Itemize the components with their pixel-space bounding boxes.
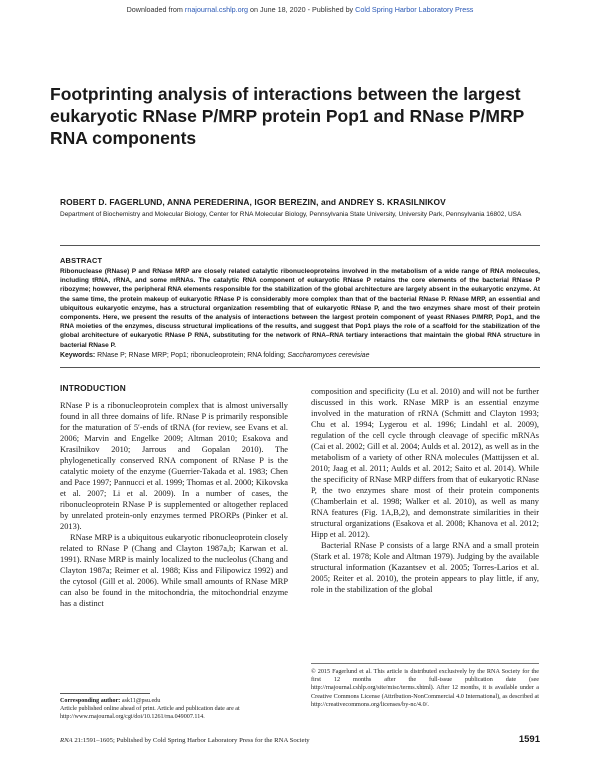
keywords-label: Keywords: (60, 352, 96, 359)
intro-paragraph-3: composition and specificity (Lu et al. 2010) and will not be further discussed in this work. RNase MRP is an essential enzyme involved in the maturation of rRNA (Schmitt and Clayton 1993; Chu et al. 1994; Lygerou et al. 1996; Lindahl et al. 2009), regulation of the cell cycle through cleavage of specific mRNAs (Cai et al. 2002; Gill et al. 2004; Aulds et al. 2012), as well as in the metabolism of a variety of other RNA molecules (Mattijssen et al. 2010; Jaag et al. 2011; Aulds et al. 2012; Saito et al. 2014). While the specificity of RNase MRP differs from that of eukaryotic RNase P, the two enzymes share most of their protein components (Chamberlain et al. 1998; Walker et al. 2010), as well as many RNA features (Fig. 1A,B,2), and demonstrate similarities in their structural organizations (Esakova et al. 2008; Khanova et al. 2012; Hipp et al. 2012). (311, 387, 539, 539)
abstract-heading: ABSTRACT (60, 256, 103, 265)
article-title: Footprinting analysis of interactions between the largest eukaryotic RNase P/MRP protein Pop1 and RNase P/MRP RNA components (50, 84, 524, 148)
license-notice: © 2015 Fagerlund et al. This article is distributed exclusively by the RNA Society for the first 12 months after the full-issue publication date (see http://rnajournal.cshlp.org/site/misc/terms.xhtml). After 12 months, it is available under a Creative Commons License (Attribution-NonCommercial 4.0 International), as described at http://creativecommons.org/licenses/by-nc/4.0/. (311, 668, 539, 708)
introduction-heading: INTRODUCTION (60, 383, 127, 393)
corresponding-label: Corresponding author: (60, 698, 121, 704)
affiliation: Department of Biochemistry and Molecular Biology, Center for RNA Molecular Biology, Pennsylvania State University, University Park, Pennsylvania 16802, USA (60, 211, 522, 218)
citation-line (60, 737, 540, 744)
keywords-line (60, 352, 540, 359)
journal-name: RNA (60, 737, 73, 744)
abstract-body: Ribonuclease (RNase) P and RNase MRP are closely related catalytic ribonucleoproteins involved in the metabolism of a wide range of RNA molecules, including tRNA, rRNA, and some mRNAs. The catalytic RNA component of eukaryotic RNase P retains the core elements of the bacterial RNase P ribozyme; however, the peripheral RNA elements responsible for the stabilization of the global architecture are largely absent in the eukaryotic enzyme. At the same time, the protein makeup of eukaryotic RNase P is considerably more complex than that of the bacterial RNase P. RNase MRP, an essential and ubiquitous eukaryotic enzyme, has a structural organization resembling that of eukaryotic RNase P, and the two enzymes share most of their protein components. Here, we present the results of the analysis of interactions between the largest protein component of yeast RNases P/MRP, Pop1, and the RNA moieties of the enzymes, discuss structural implications of the results, and suggest that Pop1 plays the role of a scaffold for the stabilization of the global architecture of eukaryotic RNase P RNA, substituting for the network of RNA–RNA tertiary interactions that maintain the global RNA structure in bacterial RNase P. (60, 268, 540, 349)
corresponding-footnote (60, 697, 290, 721)
intro-paragraph-2: RNase MRP is a ubiquitous eukaryotic ribonucleoprotein closely related to RNase P (Chang and Clayton 1987a,b; Karwan et al. 1991). RNase MRP is mainly localized to the nucleolus (Chang and Clayton 1987a; Reimer et al. 1988; Kiss and Filipowicz 1992) and the cytosol (Gill et al. 2006). While small amounts of RNase MRP can also be found in the mitochondria, the mitochondrial enzyme has a distinct (60, 533, 288, 608)
author-list: ROBERT D. FAGERLUND, ANNA PEREDERINA, IGOR BEREZIN, and ANDREY S. KRASILNIKOV (60, 197, 446, 207)
keywords-terms: RNase P; RNase MRP; Pop1; ribonucleoprotein; RNA folding; (95, 352, 288, 359)
right-column (311, 386, 539, 595)
corresponding-email[interactable]: ask11@psu.edu (120, 698, 161, 704)
abstract-top-rule (60, 245, 540, 246)
journal-site-link[interactable]: rnajournal.cshlp.org (184, 5, 249, 14)
intro-paragraph-1: RNase P is a ribonucleoprotein complex that is almost universally found in all three domains of life. RNase P is primarily responsible for the maturation of 5′-ends of tRNA (for review, see Evans et al. 2006; Marvin and Engelke 2009; Altman 2010; Esakova and Krasilnikov 2010; Jarrous and Gopalan 2010). The phylogenetically conserved RNA component of RNase P is the catalytic moiety of the enzyme (Guerrier-Takada et al. 1983; Chen and Pace 1997; Pannucci et al. 1999; Thomas et al. 2000; Kikovska et al. 2007; Li et al. 2009). In a number of cases, the ribonucleoprotein RNase P is supplemented or altogether replaced by unrelated protein-only enzymes termed PRORPs (Pinker et al. 2013). (60, 401, 288, 531)
download-prefix: Downloaded from (126, 5, 185, 14)
publisher-link[interactable]: Cold Spring Harbor Laboratory Press (355, 5, 474, 14)
download-middle: on June 18, 2020 - Published by (248, 5, 356, 14)
license-rule (311, 663, 539, 664)
page-number: 1591 (518, 734, 540, 745)
publication-note: Article published online ahead of print. Article and publication date are at http://www.rnajournal.org/cgi/doi/10.1261/rna.049007.114. (60, 706, 240, 720)
abstract-bottom-rule (60, 367, 540, 368)
keywords-species: Saccharomyces cerevisiae (287, 352, 370, 359)
left-column (60, 383, 288, 609)
citation-details: 21:1591–1605; Published by Cold Spring Harbor Laboratory Press for the RNA Society (72, 737, 310, 744)
intro-paragraph-4: Bacterial RNase P consists of a large RNA and a small protein (Stark et al. 1978; Kole and Altman 1979). Judging by the available structural information (Kazantsev et al. 2005; Torres-Larios et al. 2005; Reiter et al. 2010), the protein appears to play little, if any, role in the stabilization of the global (311, 541, 539, 594)
download-banner (0, 5, 600, 14)
footnote-rule (60, 693, 150, 694)
